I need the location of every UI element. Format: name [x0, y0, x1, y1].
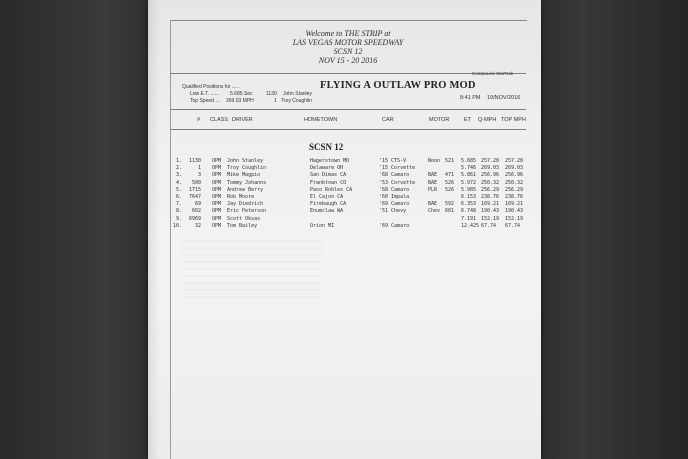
cell-top: 238.76: [505, 194, 524, 200]
cell-cid: 526: [445, 186, 455, 193]
cell-cid: 526: [445, 179, 455, 186]
cell-top: 190.43: [505, 208, 524, 215]
cell-motor: BAE: [428, 201, 438, 208]
table-surface-left: [0, 0, 150, 459]
cell-top: 67.74: [505, 222, 521, 229]
cell-car: '15 CTS-V: [379, 158, 407, 164]
cell-num: 69: [194, 201, 201, 208]
cell-hometown: El Cajon CA: [310, 194, 344, 200]
cell-top: 257.28: [505, 158, 524, 164]
cell-cls: OPM: [212, 158, 222, 164]
cell-qmph: 257.28: [481, 158, 500, 164]
low-et-car: 1130: [266, 91, 277, 97]
low-et-driver: John Stanley: [283, 91, 312, 97]
top-speed-driver: Troy Coughlin: [281, 98, 312, 104]
print-time: 8:41 PM: [460, 95, 481, 101]
cell-num: 1: [197, 165, 201, 172]
cell-driver: Tommy Johanns: [227, 179, 267, 186]
col-header-class: CLASS: [210, 117, 229, 123]
top-speed-value: 269.03 MPH: [226, 98, 254, 104]
cell-driver: Troy Coughlin: [227, 165, 267, 172]
cell-pos: 9.: [175, 215, 182, 222]
cell-qmph: 256.29: [481, 186, 500, 193]
cell-et: 5.746: [461, 165, 477, 172]
col-header-topmph: TOP MPH: [501, 117, 526, 123]
cell-hometown: Firebaugh CA: [310, 201, 347, 208]
track-header: [170, 29, 526, 65]
cell-hometown: Hagerstown MD: [310, 158, 350, 164]
cell-top: 169.21: [505, 201, 524, 208]
cell-pos: 2.: [175, 165, 182, 172]
header-line-4: NOV 15 - 20 2016: [318, 56, 378, 65]
cell-pos: 6.: [175, 194, 182, 200]
cell-pos: 5.: [175, 186, 182, 193]
cell-driver: Mike Magpio: [227, 172, 261, 179]
cell-cls: OPM: [212, 179, 222, 186]
cell-top: 250.32: [505, 179, 524, 186]
print-date: 19/NOV/2016: [487, 95, 521, 101]
cell-et: 6.153: [461, 194, 477, 200]
cell-driver: Andrew Berry: [227, 186, 264, 193]
cell-car: '69 Camaro: [379, 201, 410, 208]
cell-pos: 10.: [172, 222, 182, 229]
cell-cid: 601: [445, 208, 455, 215]
cell-num: 602: [191, 208, 201, 215]
top-speed-label: Top Speed ...: [190, 98, 220, 104]
cell-car: '60 Impala: [379, 194, 410, 200]
cell-cls: OPM: [212, 186, 222, 193]
col-header-pos: #: [197, 117, 201, 123]
cell-et: 5.985: [461, 186, 477, 193]
cell-hometown: Delaware OH: [310, 165, 344, 172]
cell-num: 1130: [188, 158, 201, 164]
cell-num: 32: [194, 222, 201, 229]
col-header-car: CAR: [382, 117, 394, 123]
cell-cls: OPM: [212, 172, 222, 179]
cell-pos: 8.: [175, 208, 182, 215]
cell-top: 152.19: [505, 215, 524, 222]
cell-pos: 1.: [175, 158, 182, 164]
cell-pos: 7.: [175, 201, 182, 208]
cell-car: '15 Corvette: [379, 165, 416, 172]
qualified-heading: Qualified Positions for .....: [182, 84, 239, 90]
divider-columns: [170, 129, 526, 130]
paper-fold-shadow: [148, 0, 160, 459]
cell-qmph: 250.32: [481, 179, 500, 186]
cell-motor: Chev: [428, 208, 441, 215]
header-line-1: Welcome to THE STRIP at: [305, 29, 391, 38]
event-title: FLYING A OUTLAW PRO MOD: [320, 80, 476, 91]
cell-et: 5.972: [461, 179, 477, 186]
cell-driver: Tom Bailey: [227, 222, 258, 229]
col-header-motor: MOTOR: [429, 117, 450, 123]
col-header-et: ET: [464, 117, 472, 123]
cell-num: 500: [191, 179, 201, 186]
cell-hometown: Paso Robles CA: [310, 186, 353, 193]
cell-motor: BAE: [428, 172, 438, 179]
cell-motor: PLR: [428, 186, 438, 193]
cell-qmph: 256.96: [481, 172, 500, 179]
cell-cls: OPM: [212, 165, 222, 172]
cell-hometown: Enumclaw WA: [310, 208, 344, 215]
cell-driver: John Stanley: [227, 158, 264, 164]
cell-driver: Jay Diedrich: [227, 201, 264, 208]
cell-cid: 471: [445, 172, 455, 179]
cell-cls: OPM: [212, 222, 222, 229]
top-speed-car: 1: [274, 98, 277, 104]
cell-car: '68 Camaro: [379, 186, 410, 193]
cell-et: 5.685: [461, 158, 477, 164]
cell-hometown: Orion MI: [310, 222, 335, 229]
cell-driver: Scott Oksas: [227, 215, 261, 222]
cell-qmph: 152.19: [481, 215, 500, 222]
cell-top: 269.03: [505, 165, 524, 172]
col-header-qmph: Q-MPH: [478, 117, 497, 123]
cell-cid: 521: [445, 158, 455, 164]
cell-top: 256.29: [505, 186, 524, 193]
cell-num: 7647: [188, 194, 201, 200]
cell-qmph: 269.03: [481, 165, 500, 172]
class-title: SCSN 12: [309, 142, 344, 152]
cell-cls: OPM: [212, 208, 222, 215]
faint-print-lines: [182, 240, 322, 300]
results-sheet: [148, 0, 541, 459]
cell-et: 7.191: [461, 215, 477, 222]
low-et-value: 5.685 Sec: [230, 91, 253, 97]
cell-et: 6.353: [461, 201, 477, 208]
col-header-hometown: HOMETOWN: [304, 117, 338, 123]
cell-car: '53 Corvette: [379, 179, 416, 186]
col-header-driver: DRIVER: [232, 117, 253, 123]
cell-car: '51 Chevy: [379, 208, 407, 215]
cell-motor: Noon: [428, 158, 441, 164]
cell-qmph: 238.76: [481, 194, 500, 200]
brand-label: CompuLink StarTrak: [472, 71, 514, 76]
cell-pos: 3.: [175, 172, 182, 179]
cell-qmph: 169.21: [481, 201, 500, 208]
cell-motor: BAE: [428, 179, 438, 186]
cell-num: 3: [197, 172, 201, 179]
cell-pos: 4.: [175, 179, 182, 186]
header-line-2: LAS VEGAS MOTOR SPEEDWAY: [292, 38, 404, 47]
table-surface-right: [538, 0, 688, 459]
cell-cid: 592: [445, 201, 455, 208]
cell-hometown: San Dimas CA: [310, 172, 347, 179]
cell-hometown: Franktown CO: [310, 179, 347, 186]
cell-cls: OPM: [212, 194, 222, 200]
cell-et: 12.425: [461, 222, 480, 229]
cell-cls: OPM: [212, 215, 222, 222]
cell-cls: OPM: [212, 201, 222, 208]
cell-num: 1715: [188, 186, 201, 193]
cell-num: 6969: [188, 215, 201, 222]
low-et-label: Low E.T. ......: [190, 91, 219, 97]
header-line-3: SCSN 12: [333, 47, 363, 56]
cell-driver: Eric Peterson: [227, 208, 267, 215]
cell-top: 256.96: [505, 172, 524, 179]
cell-et: 5.861: [461, 172, 477, 179]
cell-car: '68 Camaro: [379, 172, 410, 179]
cell-qmph: 67.74: [481, 222, 497, 229]
cell-driver: Rob Moore: [227, 194, 255, 200]
divider-header: [170, 109, 526, 110]
cell-et: 6.748: [461, 208, 477, 215]
cell-car: '69 Camaro: [379, 222, 410, 229]
cell-qmph: 190.43: [481, 208, 500, 215]
